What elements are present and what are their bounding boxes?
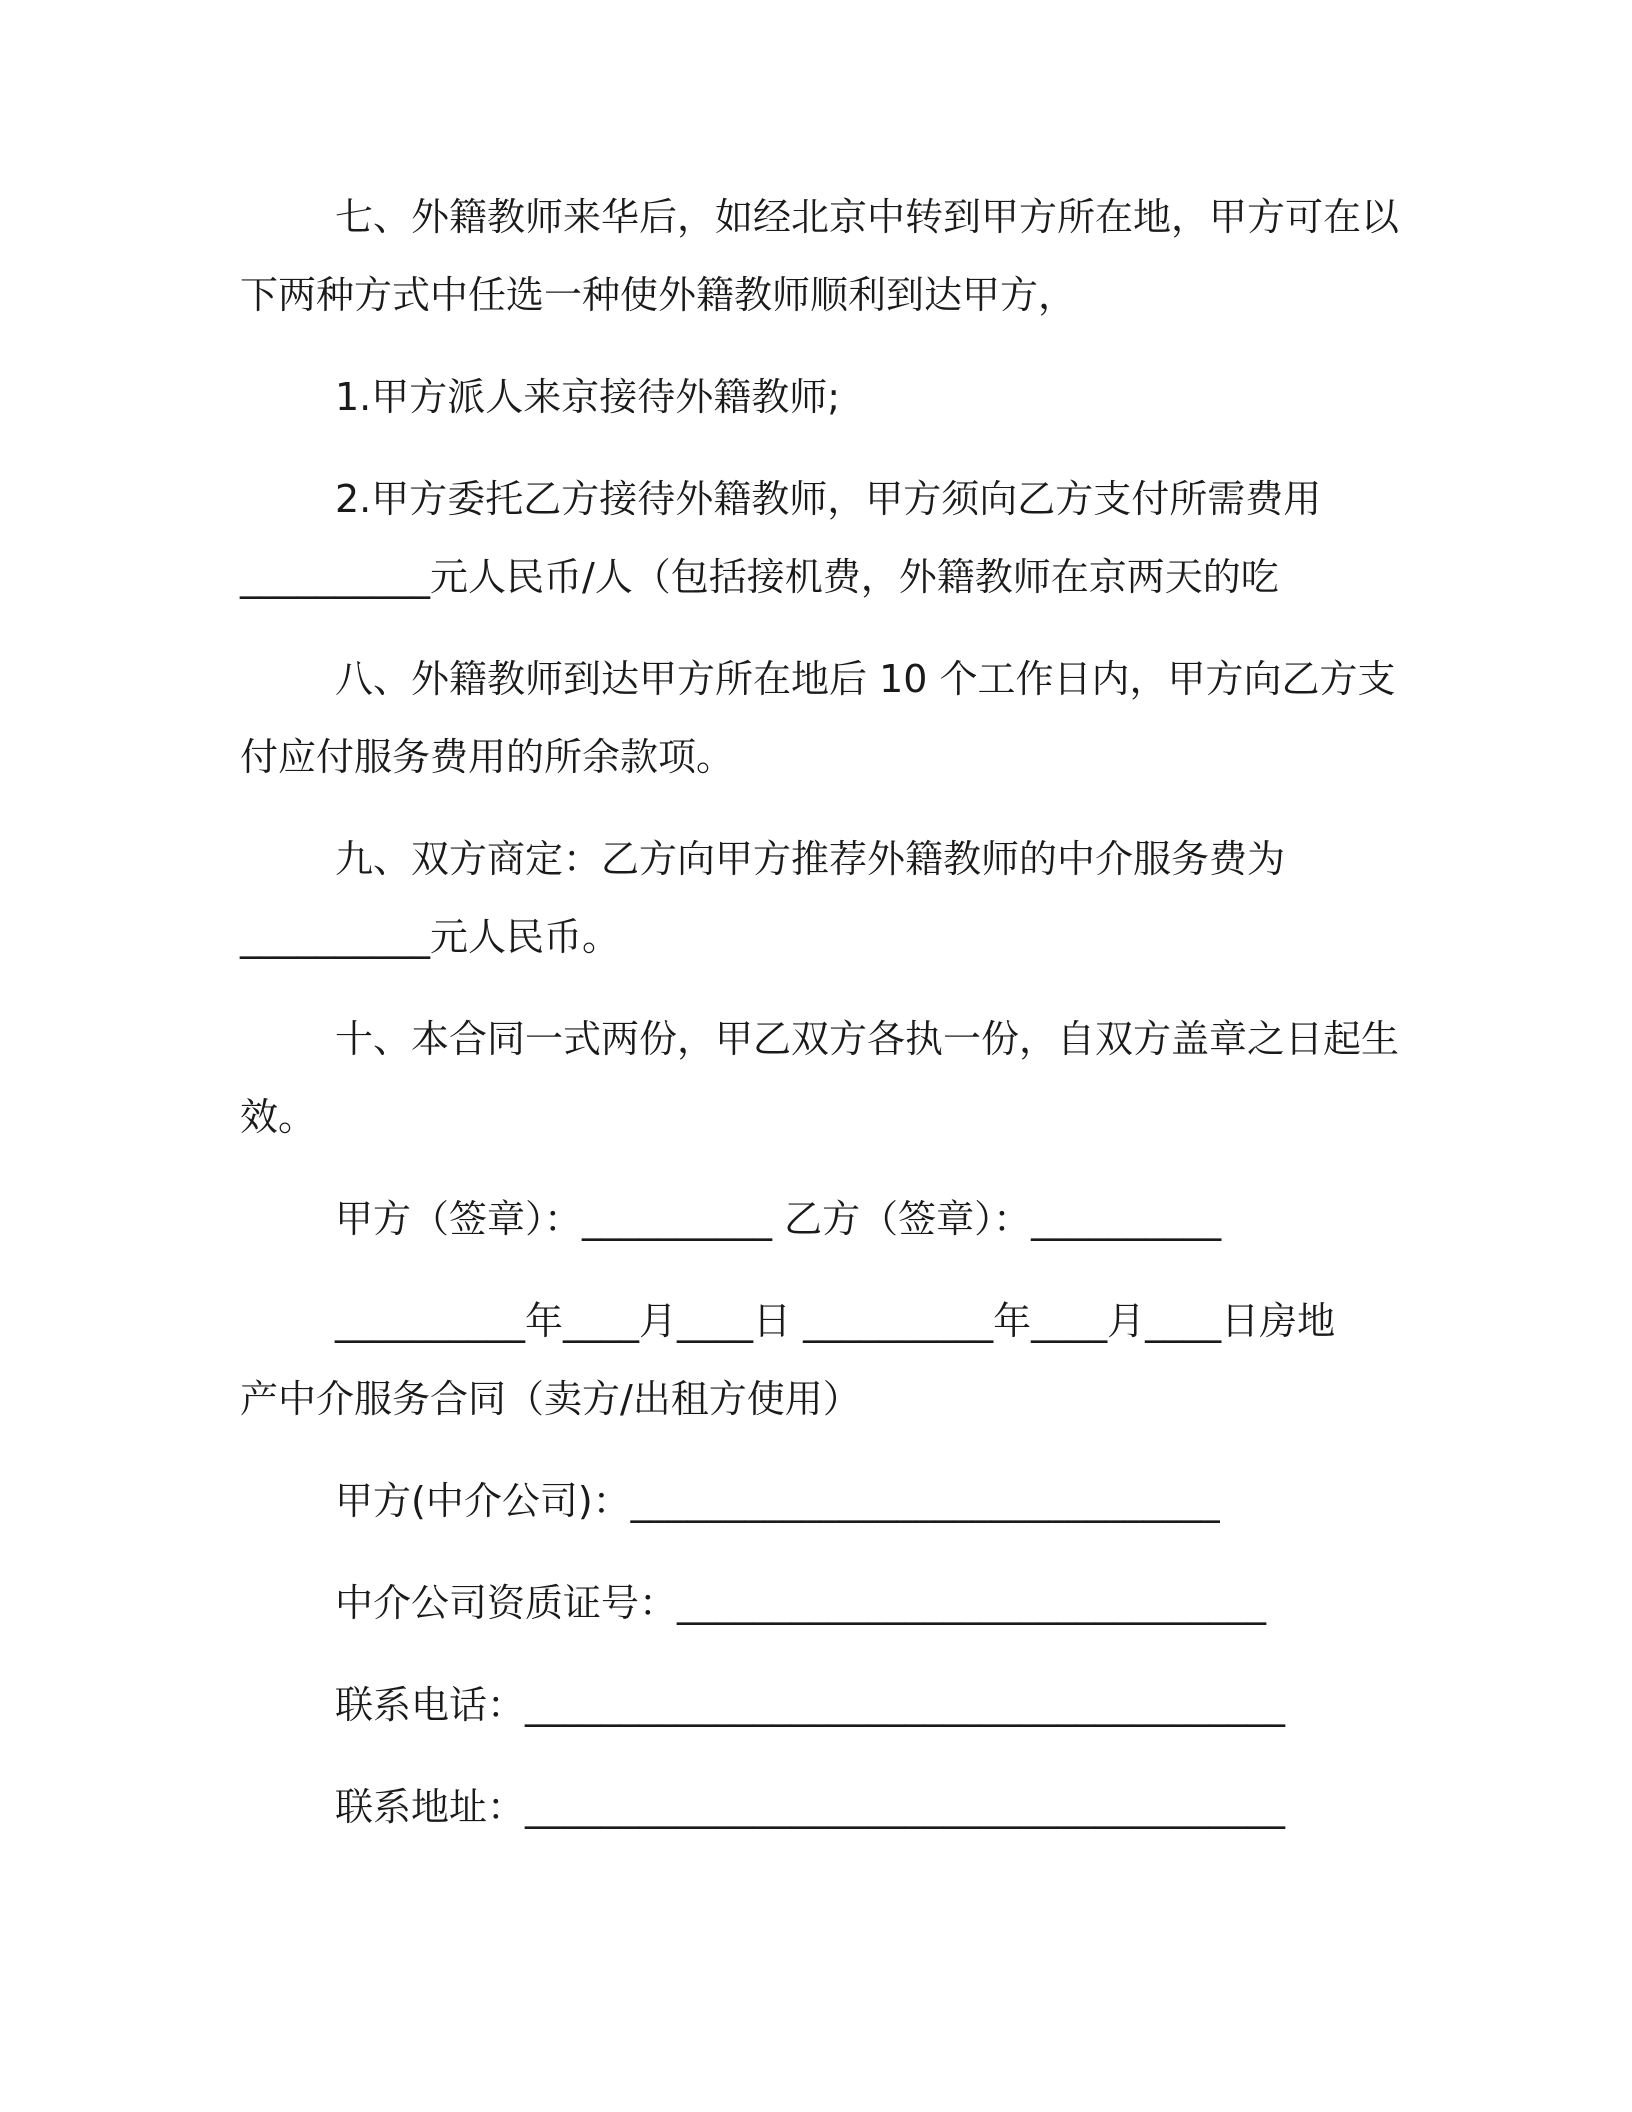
- license-line-text: 中介公司资质证号：_______________________________: [335, 1581, 1267, 1625]
- clause-7-option-1-text: 1.甲方派人来京接待外籍教师;: [335, 375, 841, 419]
- clause-7-option-2: [240, 460, 1390, 616]
- party-a-line: [240, 1462, 1390, 1540]
- clause-8: [240, 640, 1396, 796]
- signature-line-text: 甲方（签章）：__________ 乙方（签章）：__________: [335, 1197, 1222, 1241]
- clause-9-line-2: __________元人民币。: [240, 915, 621, 959]
- license-line: [240, 1564, 1390, 1642]
- clause-10: [240, 1000, 1400, 1156]
- clause-9: [240, 820, 1390, 976]
- party-a-line-text: 甲方(中介公司)：_______________________________: [335, 1479, 1220, 1523]
- clause-7: [240, 178, 1400, 334]
- clause-7-option-2-line-2: __________元人民币/人（包括接机费，外籍教师在京两天的吃: [240, 555, 1279, 599]
- date-line: [240, 1282, 1390, 1438]
- clause-10-line-1: 十、本合同一式两份，甲乙双方各执一份，自双方盖章之日起生: [335, 1017, 1400, 1061]
- clause-8-line-2: 付应付服务费用的所余款项。: [240, 735, 735, 779]
- clause-8-line-1: 八、外籍教师到达甲方所在地后 10 个工作日内，甲方向乙方支: [335, 657, 1396, 701]
- clause-7-option-1: [240, 358, 1390, 436]
- date-line-1: __________年____月____日 __________年____月____日房地: [335, 1299, 1336, 1343]
- clause-7-line-2: 下两种方式中任选一种使外籍教师顺利到达甲方，: [240, 273, 1077, 317]
- address-line: [240, 1768, 1390, 1846]
- clause-7-option-2-line-1: 2.甲方委托乙方接待外籍教师，甲方须向乙方支付所需费用: [335, 477, 1322, 521]
- phone-line: [240, 1666, 1390, 1744]
- clause-10-line-2: 效。: [240, 1095, 317, 1139]
- phone-line-text: 联系电话：________________________________________: [335, 1683, 1286, 1727]
- clause-9-line-1: 九、双方商定：乙方向甲方推荐外籍教师的中介服务费为: [335, 837, 1286, 881]
- address-line-text: 联系地址：________________________________________: [335, 1785, 1286, 1829]
- clause-7-line-1: 七、外籍教师来华后，如经北京中转到甲方所在地，甲方可在以: [335, 195, 1400, 239]
- date-line-2: 产中介服务合同（卖方/出租方使用）: [240, 1377, 861, 1421]
- signature-line: [240, 1180, 1390, 1258]
